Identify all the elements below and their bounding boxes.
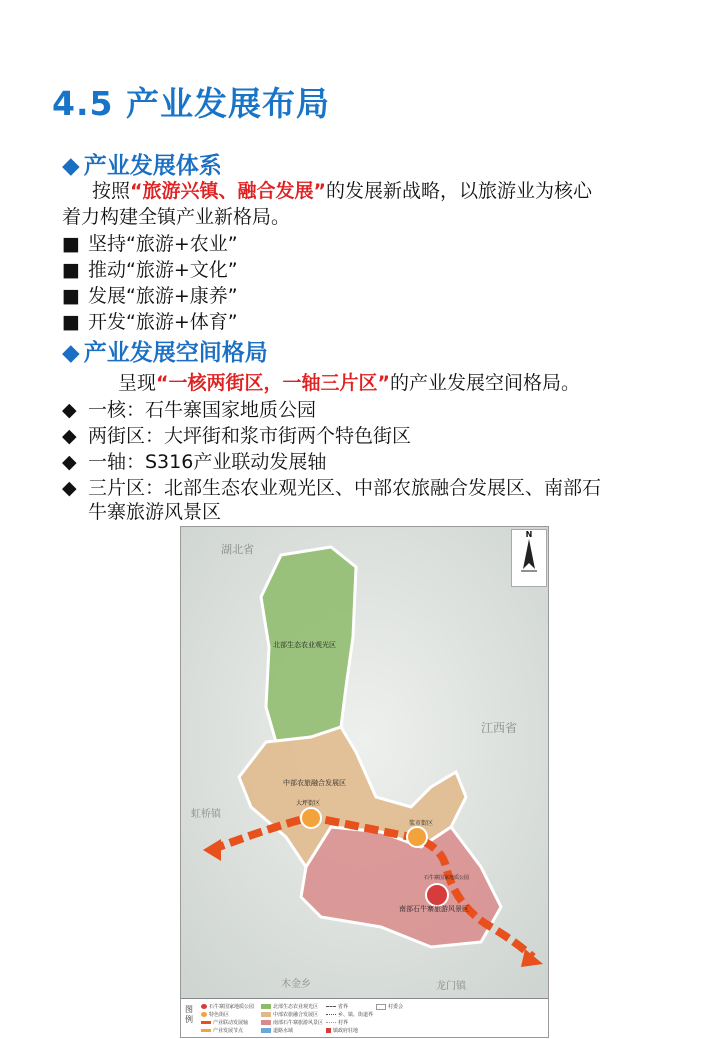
legend-item: 乡、镇、街道界	[326, 1011, 373, 1018]
legend-item: 镇政府驻地	[326, 1027, 358, 1034]
list-item	[62, 283, 238, 309]
map-legend	[181, 998, 548, 1037]
diamond-bullet-icon: ◆	[62, 477, 77, 499]
list-item-text: 开发“旅游+体育”	[88, 311, 238, 333]
legend-item: 省界	[326, 1003, 348, 1010]
legend-item: 石牛寨国家地质公园	[201, 1003, 254, 1010]
list-item	[62, 309, 238, 335]
square-bullet-icon: ■	[62, 233, 80, 255]
legend-item: 产业联动发展轴	[201, 1019, 248, 1026]
label-core: 石牛寨国家地质公园	[424, 875, 470, 881]
legend-item: 村界	[326, 1019, 348, 1026]
legend-item: 北部生态农业观光区	[261, 1003, 318, 1010]
list-item-text: 一核：石牛寨国家地质公园	[88, 399, 317, 421]
label-hongqiao: 虹桥镇	[191, 809, 221, 820]
list-item-text: 推动“旅游+文化”	[88, 259, 238, 281]
north-mark-text: N	[525, 530, 533, 539]
core-node-icon	[426, 884, 448, 906]
list-item-continuation: 牛寨旅游风景区	[88, 501, 222, 523]
intro-post: 的发展新战略，以旅游业为核心	[326, 180, 593, 202]
section-heading-industry-system	[62, 147, 222, 180]
square-bullet-icon: ■	[62, 311, 80, 333]
diamond-bullet-icon: ◆	[62, 451, 77, 473]
label-daping: 大坪街区	[296, 801, 321, 807]
list-item-text: 三片区：北部生态农业观光区、中部农旅融合发展区、南部石	[88, 477, 602, 499]
page-title: 4.5 产业发展布局	[52, 84, 330, 123]
intro-pre: 呈现	[118, 372, 157, 394]
label-longmen: 龙门镇	[436, 981, 466, 992]
terrain-background	[181, 527, 548, 999]
section1-intro	[62, 178, 680, 204]
list-item-text: 坚持“旅游+农业”	[88, 233, 238, 255]
legend-item: 道路水域	[261, 1027, 293, 1034]
label-hubei: 湖北省	[221, 544, 254, 556]
section-heading-text: 产业发展空间格局	[83, 340, 268, 366]
legend-item: 南部石牛寨旅游风景区	[261, 1019, 323, 1026]
diamond-bullet-icon: ◆	[62, 340, 80, 366]
label-jiangxi: 江西省	[481, 721, 518, 735]
list-item-text: 两街区：大坪街和浆市街两个特色街区	[88, 425, 412, 447]
square-bullet-icon: ■	[62, 259, 80, 281]
jiangshi-node-icon	[407, 827, 427, 847]
section2-intro	[62, 370, 680, 396]
compass-icon	[519, 539, 539, 573]
legend-item: 特色街区	[201, 1011, 229, 1018]
section1-intro-line2: 着力构建全镇产业新格局。	[62, 206, 291, 228]
diamond-bullet-icon: ◆	[62, 425, 77, 447]
legend-item: 中部农旅融合发展区	[261, 1011, 318, 1018]
list-item	[62, 449, 326, 475]
north-arrow	[511, 529, 547, 587]
list-item	[62, 423, 411, 449]
label-mujin: 木金乡	[281, 979, 311, 990]
intro-pre: 按照	[92, 180, 131, 202]
legend-title: 图例	[185, 1005, 193, 1024]
daping-node-icon	[301, 808, 321, 828]
label-jiangshi: 浆市街区	[409, 821, 434, 827]
intro-highlight: “一核两街区，一轴三片区”	[156, 372, 390, 394]
legend-item: 村委会	[376, 1003, 403, 1010]
section-heading-spatial-layout	[62, 334, 268, 367]
list-item-text: 发展“旅游+康养”	[88, 285, 238, 307]
legend-item: 产业发展节点	[201, 1027, 243, 1034]
list-item	[62, 231, 238, 257]
square-bullet-icon: ■	[62, 285, 80, 307]
list-item	[62, 397, 316, 423]
intro-post: 的产业发展空间格局。	[390, 372, 581, 394]
list-item	[62, 257, 238, 283]
label-north-zone: 北部生态农业观光区	[273, 642, 336, 649]
industry-layout-map	[180, 526, 549, 1038]
section-heading-text: 产业发展体系	[83, 153, 222, 179]
list-item-text: 一轴：S316产业联动发展轴	[88, 451, 327, 473]
intro-highlight: “旅游兴镇、融合发展”	[130, 180, 326, 202]
list-item	[62, 475, 601, 501]
label-south-zone: 南部石牛寨旅游风景区	[399, 906, 469, 913]
label-middle-zone: 中部农旅融合发展区	[283, 780, 346, 787]
diamond-bullet-icon: ◆	[62, 153, 80, 179]
map-graphic	[181, 527, 548, 999]
diamond-bullet-icon: ◆	[62, 399, 77, 421]
